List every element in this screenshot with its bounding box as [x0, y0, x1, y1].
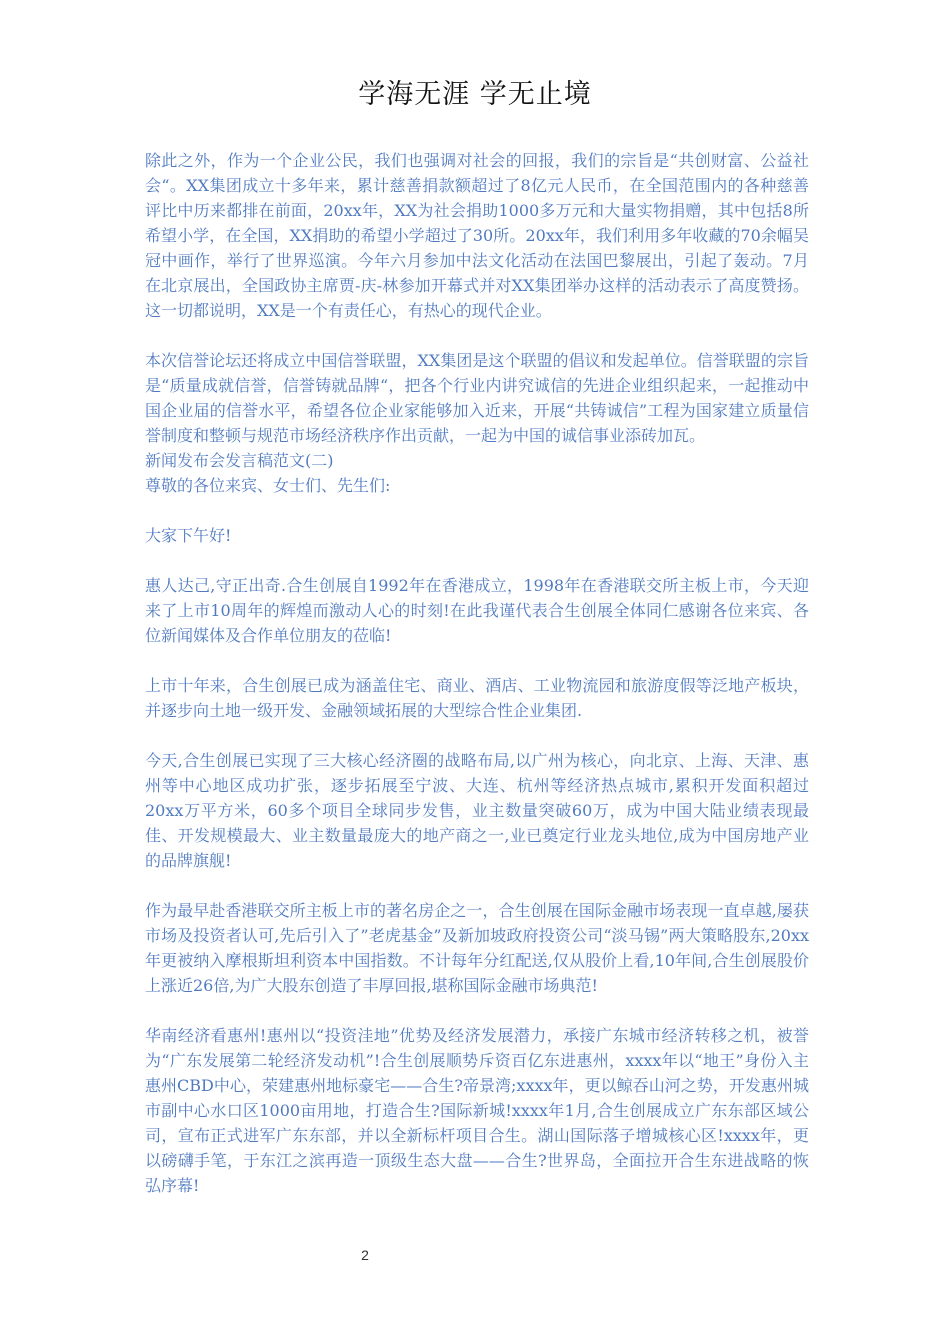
paragraph-huizhou: 华南经济看惠州!惠州以“投资洼地”优势及经济发展潜力，承接广东城市经济转移之机，被誉为“广东发展第二轮经济发动机”!合生创展顺势斥资百亿东进惠州，xxxx年以“地王”身份入主惠州CBD中心，荣建惠州地标豪宅——合生?帝景湾;xxxx年，更以鲸吞山河之势，开发惠州城市副中心水口区1000亩用地，打造合生?国际新城!xxxx年1月,合生创展成立广东东部区域公司，宣布正式进军广东东部，并以全新标杆项目合生。湖山国际落子增城核心区!xxxx年，更以磅礴手笔，于东江之滨再造一顶级生态大盘——合生?世界岛，全面拉开合生东进战略的恢弘序幕! — [145, 1026, 809, 1195]
paragraph-credit-alliance: 本次信誉论坛还将成立中国信誉联盟，XX集团是这个联盟的倡议和发起单位。信誉联盟的宗旨是“质量成就信誉，信誉铸就品牌“，把各个行业内讲究诚信的先进企业组织起来，一起推动中国企业届的信誉水平，希望各位企业家能够加入近来，开展“共铸诚信”工程为国家建立质量信誉制度和整顿与规范市场经济秩序作出贡献，一起为中国的诚信事业添砖加瓦。 — [145, 351, 809, 445]
paragraph-gap — [145, 998, 809, 1023]
greeting: 大家下午好! — [145, 526, 232, 545]
document-body — [145, 148, 809, 1198]
paragraph-gap — [145, 648, 809, 673]
salutation: 尊敬的各位来宾、女士们、先生们: — [145, 476, 391, 495]
paragraph-gap — [145, 323, 809, 348]
paragraph-charity: 除此之外，作为一个企业公民，我们也强调对社会的回报，我们的宗旨是“共创财富、公益社会“。XX集团成立十多年来，累计慈善捐款额超过了8亿元人民币，在全国范围内的各种慈善评比中历来都排在前面，20xx年，XX为社会捐助1000多万元和大量实物捐赠，其中包括8所希望小学，在全国，XX捐助的希望小学超过了30所。20xx年，我们利用多年收藏的70余幅吴冠中画作，举行了世界巡演。今年六月参加中法文化活动在法国巴黎展出，引起了轰动。7月在北京展出，全国政协主席贾-庆-林参加开幕式并对XX集团举办这样的活动表示了高度赞扬。这一切都说明，XX是一个有责任心，有热心的现代企业。 — [145, 151, 809, 320]
section-title: 新闻发布会发言稿范文(二) — [145, 451, 334, 470]
paragraph-gap — [145, 548, 809, 573]
page-number: 2 — [361, 1247, 369, 1263]
paragraph-gap — [145, 873, 809, 898]
paragraph-gap — [145, 498, 809, 523]
paragraph-anniversary: 惠人达己,守正出奇.合生创展自1992年在香港成立，1998年在香港联交所主板上市，今天迎来了上市10周年的辉煌而激动人心的时刻!在此我谨代表合生创展全体同仁感谢各位来宾、各位新闻媒体及合作单位朋友的莅临! — [145, 576, 809, 645]
paragraph-finance: 作为最早赴香港联交所主板上市的著名房企之一，合生创展在国际金融市场表现一直卓越,屡获市场及投资者认可,先后引入了”老虎基金”及新加坡政府投资公司“淡马锡”两大策略股东,20xx年更被纳入摩根斯坦利资本中国指数。不计每年分红配送,仅从股价上看,10年间,合生创展股价上涨近26倍,为广大股东创造了丰厚回报,堪称国际金融市场典范! — [145, 901, 809, 995]
paragraph-ten-years: 上市十年来，合生创展已成为涵盖住宅、商业、酒店、工业物流园和旅游度假等泛地产板块，并逐步向土地一级开发、金融领域拓展的大型综合性企业集团. — [145, 676, 809, 720]
paragraph-strategy: 今天,合生创展已实现了三大核心经济圈的战略布局,以广州为核心，向北京、上海、天津、惠州等中心地区成功扩张，逐步拓展至宁波、大连、杭州等经济热点城市,累积开发面积超过20xx万平方米，60多个项目全球同步发售，业主数量突破60万，成为中国大陆业绩表现最佳、开发规模最大、业主数量最庞大的地产商之一,业已奠定行业龙头地位,成为中国房地产业的品牌旗舰! — [145, 751, 809, 870]
paragraph-gap — [145, 723, 809, 748]
page-header-title: 学海无涯 学无止境 — [358, 79, 592, 110]
